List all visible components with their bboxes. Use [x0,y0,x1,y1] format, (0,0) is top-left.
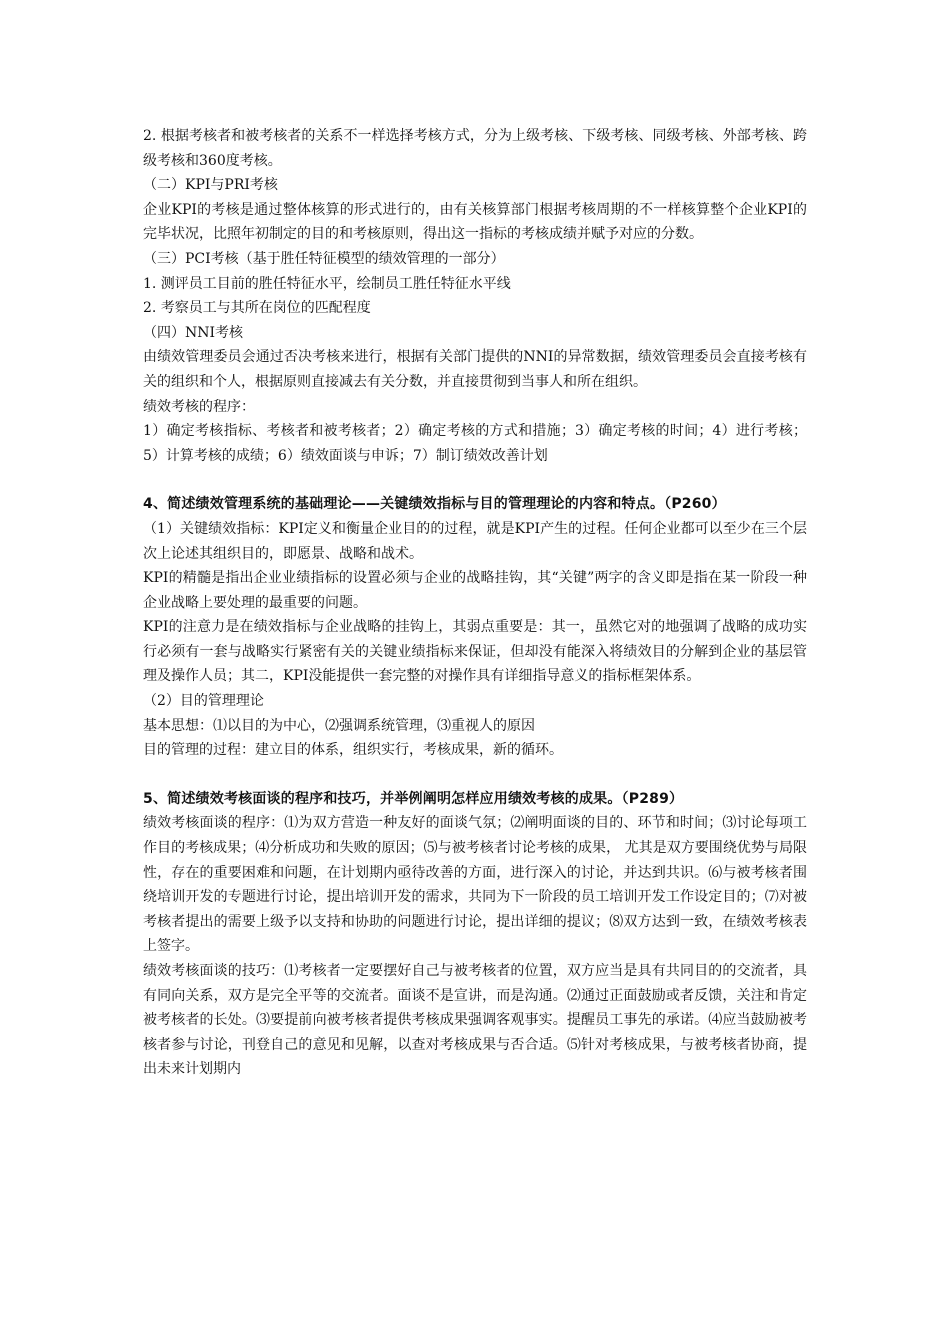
paragraph-mbo-process: 目的管理的过程：建立目的体系，组织实行，考核成果，新的循环。 [143,742,563,759]
paragraph-appraisal-procedure: 1）确定考核指标、考核者和被考核者；2）确定考核的方式和措施；3）确定考核的时间；4）进行考核；5）计算考核的成绩；6）绩效面谈与申诉；7）制订绩效改善计划 [143,423,807,464]
section-spacer [143,763,807,787]
paragraph-kpi-definition: （1）关键绩效指标：KPI定义和衡量企业目的的过程，就是KPI产生的过程。任何企业都可以至少在三个层次上论述其组织目的，即愿景、战略和战术。 [143,520,807,562]
label-appraisal-procedure: 绩效考核的程序： [143,398,255,415]
paragraph-interview-skills: 绩效考核面谈的技巧：⑴考核者一定要摆好自己与被考核者的位置，双方应当是具有共同目的的交流者，具有同向关系，双方是完全平等的交流者。面谈不是宣讲，而是沟通。⑵通过正面鼓励或者反馈，关注和肯定被考核者的长处。⑶要提前向被考核者提供考核成果强调客观事实。提醒员工事先的承诺。⑷应当鼓励被考核者参与讨论，刊登自己的意见和见解，以查对考核成果与否合适。⑸针对考核成果，与被考核者协商，提出未来计划期内 [143,963,807,1078]
section-4-heading: 4、简述绩效管理系统的基础理论——关键绩效指标与目的管理理论的内容和特点。（P260） [143,496,726,513]
subheading-mbo: （2）目的管理理论 [143,693,264,710]
paragraph-interview-procedure: 绩效考核面谈的程序：⑴为双方营造一种友好的面谈气氛；⑵阐明面谈的目的、环节和时间；⑶讨论每项工作目的考核成果；⑷分析成功和失败的原因；⑸与被考核者讨论考核的成果， 尤其是双方要围绕优势与局限性，存在的重要困难和问题，在计划期内亟待改善的方面，进行深入的讨论，并达到共识。⑹与被考核者围绕培训开发的专题进行讨论，提出培训开发的需求，共同为下一阶段的员工培训开发工作设定目的；⑺对被考核者提出的需要上级予以支持和协助的问题进行讨论，提出详细的提议；⑻双方达到一致，在绩效考核表上签字。 [143,815,807,955]
subheading-kpi-pri: （二）KPI与PRI考核 [143,177,278,194]
document-page [143,124,807,1082]
list-item-pci-2: 2. 考察员工与其所在岗位的匹配程度 [143,300,371,317]
paragraph-mbo-basics: 基本思想：⑴以目的为中心，⑵强调系统管理，⑶重视人的原因 [143,717,535,734]
section-5-heading: 5、简述绩效考核面谈的程序和技巧，并举例阐明怎样应用绩效考核的成果。（P289） [143,790,684,807]
list-item-pci-1: 1. 测评员工目前的胜任特征水平，绘制员工胜任特征水平线 [143,275,511,292]
section-spacer [143,468,807,492]
paragraph-appraisal-methods: 2. 根据考核者和被考核者的关系不一样选择考核方式，分为上级考核、下级考核、同级考核、外部考核、跨级考核和360度考核。 [143,128,807,169]
paragraph-kpi-appraisal: 企业KPI的考核是通过整体核算的形式进行的，由有关核算部门根据考核周期的不一样核算整个企业KPI的完毕状况，比照年初制定的目的和考核原则，得出这一指标的考核成绩并赋予对应的分数。 [143,201,807,243]
subheading-pci: （三）PCI考核（基于胜任特征模型的绩效管理的一部分） [143,250,505,267]
paragraph-kpi-weakness: KPI的注意力是在绩效指标与企业战略的挂钩上，其弱点重要是：其一，虽然它对的地强调了战略的成功实行必须有一套与战略实行紧密有关的关键业绩指标来保证，但却没有能深入将绩效目的分解到企业的基层管理及操作人员；其二，KPI没能提供一套完整的对操作具有详细指导意义的指标框架体系。 [143,619,807,685]
subheading-nni: （四）NNI考核 [143,324,244,341]
paragraph-nni: 由绩效管理委员会通过否决考核来进行，根据有关部门提供的NNI的异常数据，绩效管理委员会直接考核有关的组织和个人，根据原则直接减去有关分数，并直接贯彻到当事人和所在组织。 [143,349,807,390]
paragraph-kpi-essence: KPI的精髓是指出企业业绩指标的设置必须与企业的战略挂钩，其“关键”两字的含义即是指在某一阶段一种企业战略上要处理的最重要的问题。 [143,570,807,611]
